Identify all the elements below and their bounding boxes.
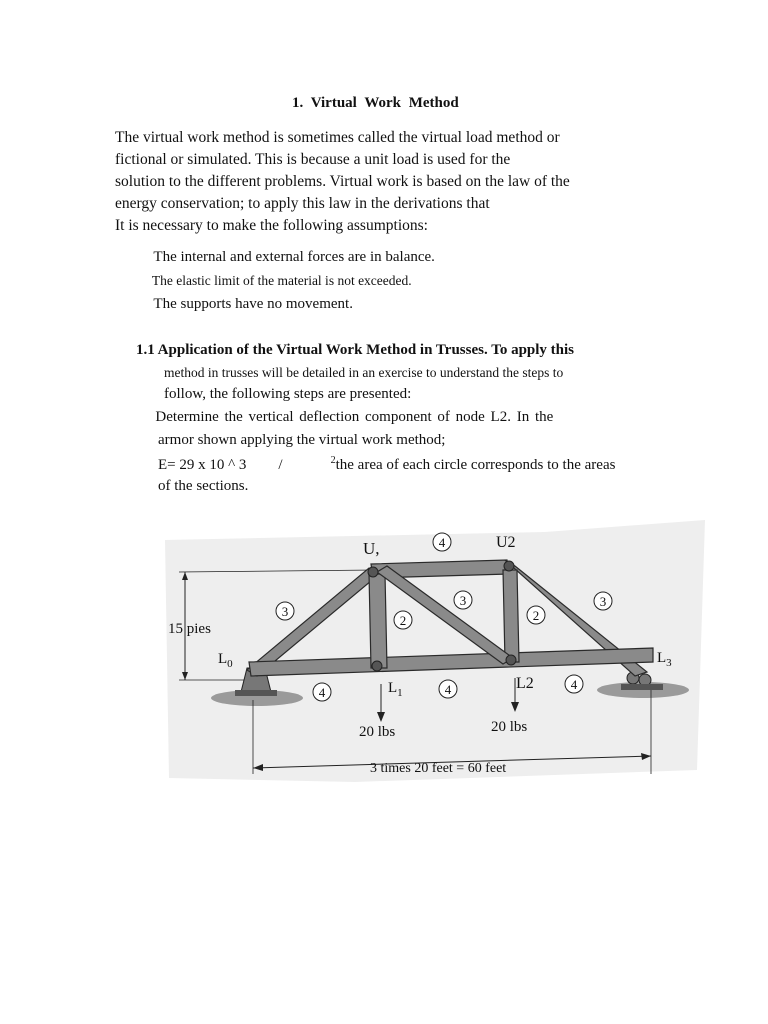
area-note: the area of each circle corresponds to the areas [335, 457, 616, 473]
node-label-l1: $L_1$ [388, 680, 403, 699]
node-label-l0: $L_0$ [218, 651, 233, 670]
intro-line: The virtual work method is sometimes called the virtual load method or [115, 129, 560, 146]
node-label-l3: $L_3$ [657, 650, 672, 669]
area-label: 4 [438, 535, 446, 550]
intro-line: It is necessary to make the following assumptions: [115, 217, 428, 234]
intro-line: solution to the different problems. Virtual work is based on the law of the [115, 173, 570, 190]
intro-line: energy conservation; to apply this law in the derivations that [115, 195, 490, 212]
superscript: 2 [330, 455, 336, 466]
area-label: 2 [399, 613, 407, 628]
span-label: 3 times 20 feet = 60 feet [370, 761, 507, 776]
list-item: The elastic limit of the material is not exceeded. [138, 272, 398, 288]
area-label: 3 [599, 594, 607, 609]
step-text: armor shown applying the virtual work method; [158, 432, 446, 448]
intro-paragraph [115, 127, 635, 237]
subsection-text: follow, the following steps are presented: [164, 386, 412, 402]
step-text [158, 455, 615, 474]
subsection-text: method in trusses will be detailed in an exercise to understand the steps to [164, 365, 564, 380]
assumptions-list [138, 249, 435, 320]
load-label: 20 lbs [491, 719, 528, 735]
section-title: 1. Virtual Work Method [292, 95, 459, 111]
area-label: 4 [570, 677, 578, 692]
node-label-u1: U, [363, 539, 380, 558]
area-label: 4 [318, 685, 326, 700]
modulus-value: E= 29 x 10 ^ 3 [158, 457, 247, 473]
height-label: 15 pies [168, 621, 211, 637]
area-label: 3 [281, 604, 289, 619]
node-label-l2: L2 [516, 675, 534, 692]
intro-line: fictional or simulated. This is because a unit load is used for the [115, 151, 511, 168]
step-text: of the sections. [158, 478, 249, 494]
unit-slash: / [278, 457, 283, 473]
list-item: The supports have no movement. [138, 296, 338, 312]
truss-figure [165, 520, 710, 782]
list-item: The internal and external forces are in balance. [138, 249, 420, 265]
load-label: 20 lbs [359, 724, 396, 740]
area-label: 2 [532, 608, 540, 623]
area-label: 3 [459, 593, 467, 608]
step-text: Determine the vertical deflection component of node L2. In the [138, 409, 536, 425]
subsection-heading: 1.1 Application of the Virtual Work Method in Trusses. To apply this [136, 342, 575, 358]
node-label-u2: U2 [496, 534, 516, 551]
area-label: 4 [444, 682, 452, 697]
